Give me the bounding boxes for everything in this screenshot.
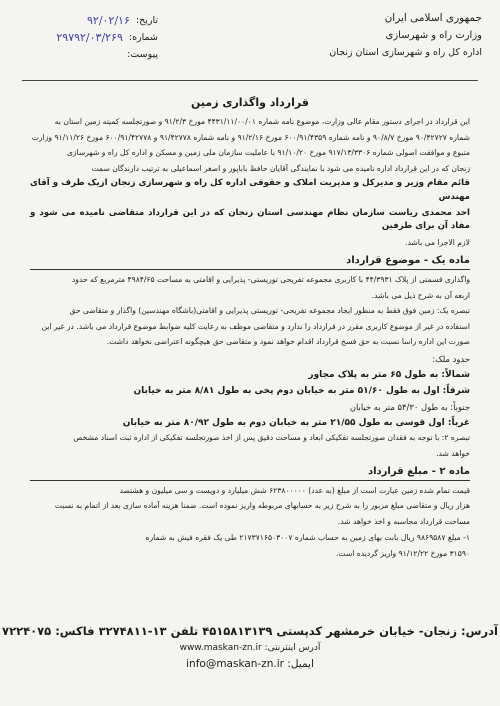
number-label: شماره: <box>128 32 158 43</box>
contract-body <box>30 115 470 563</box>
bound-north: شمالاً: به طول ۶۵ متر به پلاک مجاور <box>308 369 470 380</box>
section-1-line: صورت این اداره راسا نسبت به حق فسخ قرارداد اقدام خواهد نمود و متقاضی حق هیچگونه اعتراضی نخواهد داشت. <box>106 337 470 347</box>
note-2-line: تبصره ۲: با توجه به فقدان صورتجلسه تفکیکی ابعاد و مساحت دقیق پس از اخذ صورتجلسه تفکیکی از اداره ثبت اسناد مشخص <box>73 432 470 442</box>
section-2-line: قیمت تمام شده زمین عبارت است از مبلغ (به عدد) ۶۲۳۸۰۰۰۰۰ شش میلیارد و دویست و سی میلیون و هشتصد <box>119 485 470 495</box>
section-1-line: استفاده در غیر از موضوع کاربری مقرر در قرارداد را ندارد و متقاضی موظف به رعایت کلیه ضوابط موضوع قرارداد می باشد. در غیر این <box>41 321 470 331</box>
intro-line: این قرارداد در اجرای دستور مقام عالی وزارت، موضوع نامه شماره ۴۴۳۱/۱۱/۰۰/۰۱ مورخ ۹۱/۲/۳ و صورتجلسه کمیته زمین استان به <box>54 117 470 126</box>
number-value: ۲۹۷۹۲/۰۳/۲۶۹ <box>56 31 123 44</box>
number-row <box>18 29 158 46</box>
payment-line: ۱- مبلغ ۹۸۶۹۵۸۷ ریال بابت بهای زمین به حساب شماره ۲۱۷۳۷۱۶۵۰۳۰۰۷ طی یک فقره فیش به شماره <box>145 533 470 543</box>
bound-west: غرباً: اول قوسی به طول ۲۱/۵۵ متر به خیابان دوم به طول ۸۰/۹۲ متر به خیابان <box>122 417 470 428</box>
bounds-title: حدود ملک: <box>432 353 470 364</box>
section-1-line: تبصره یک: زمین فوق فقط به منظور ایجاد مجموعه تفریحی- توریستی پذیرایی و اقامتی(باشگاه مهندسین) واگذار و متقاضی حق <box>69 306 470 316</box>
intro-line: زنجان که در این قرارداد اداره نامیده می شود با نمایندگی آقایان حافظ باباپور و اصغر اسماعیلی به ترتیب دارندگان سمت <box>91 163 470 173</box>
contract-title: قرارداد واگذاری زمین <box>191 96 309 109</box>
attachment-label: پیوست: <box>127 49 158 60</box>
footer-website: آدرس اینترنتی: www.maskan-zn.ir <box>179 643 321 653</box>
section-1-line: واگذاری قسمتی از پلاک ۴۴/۳۹۳۱ با کاربری مجموعه تفریحی توریستی- پذیرایی و اقامتی به مساحت ۴۹۸۴/۶۵ مترمربع که حدود <box>71 274 470 284</box>
intro-line: شماره ۹۰/۴۲۷۲۷ مورخ ۹۰/۸/۷ و نامه شماره ۶۰۰/۹۱/۴۳۵۹ مورخ ۹۱/۲/۱۶ و نامه شماره ۹۱/۴۲۷۷۸ و ۶۰۰/۹۱/۴۲۷۷۸ مورخ ۹۱/۱۱/۲۶ وزارت <box>31 132 470 142</box>
property-bounds <box>30 351 470 431</box>
org-line-1: جمهوری اسلامی ایران <box>384 12 482 24</box>
date-row <box>18 12 158 29</box>
org-line-2: وزارت راه و شهرسازی <box>385 30 482 41</box>
org-line-3: اداره کل راه و شهرسازی استان زنجان <box>329 47 482 58</box>
intro-line: متبوع و موافقت اصولی شماره ۹۱۷/۱۳/۳۳۰۶ مورخ ۹۱/۱۰/۲۰ با عاملیت سازمان ملی زمین و مسکن و اداره کل راه و شهرسازی <box>66 148 470 158</box>
bound-south: جنوباً: به طول ۵۴/۳۰ متر به خیابان <box>349 401 470 412</box>
letterhead-footer <box>0 622 500 672</box>
intro-line: احد محمدی ریاست سازمان نظام مهندسی استان زنجان که در این قرارداد متقاضی نامیده می شود و مفاد آن برای طرفین <box>30 207 470 232</box>
intro-paragraph <box>30 115 470 249</box>
organization-header <box>292 10 482 61</box>
attachment-row <box>18 46 158 63</box>
date-label: تاریخ: <box>135 15 158 26</box>
section-2-title: ماده ۲ - مبلغ قرارداد <box>30 465 470 481</box>
bound-east: شرقاً: اول به طول ۵۱/۶۰ متر به خیابان دوم پخی به طول ۸/۸۱ متر به خیابان <box>133 385 470 396</box>
intro-line: قائم مقام وزیر و مدیرکل و مدیریت املاک و حقوقی اداره کل راه و شهرسازی زنجان ازیک طرف و آقای مهندس <box>30 178 470 202</box>
intro-line: لازم الاجرا می باشد. <box>405 237 470 247</box>
section-2-line: مساحت قرارداد محاسبه و اخذ خواهد شد. <box>337 516 470 526</box>
footer-email: ایمیل: info@maskan-zn.ir <box>186 658 314 670</box>
letter-meta <box>18 12 158 63</box>
payment-line: ۳۱۵۹۰ مورخ ۹۱/۱۲/۲۲ واریز گردیده است. <box>336 549 470 559</box>
date-value: ۹۲/۰۲/۱۶ <box>87 14 130 27</box>
header-divider <box>22 80 478 81</box>
section-2-line: هزار ریال و متقاضی مبلغ مزبور را به شرح زیر به حسابهای مربوطه واریز نموده است. ضمنا هزینه آماده سازی بعد از اتمام به نسبت <box>54 501 470 511</box>
note-2-line: خواهد شد. <box>436 448 470 458</box>
footer-address: آدرس: زنجان- خیابان خرمشهر کدپستی ۴۵۱۵۸۱۳۱۳۹ تلفن ۱۳-۳۲۷۴۸۱۱ فاکس: ۷۲۲۴۰۷۵ <box>2 624 498 638</box>
section-1-title: ماده یک - موضوع قرارداد <box>30 254 470 270</box>
section-1-line: اربعه آن به شرح ذیل می باشد. <box>371 290 470 300</box>
